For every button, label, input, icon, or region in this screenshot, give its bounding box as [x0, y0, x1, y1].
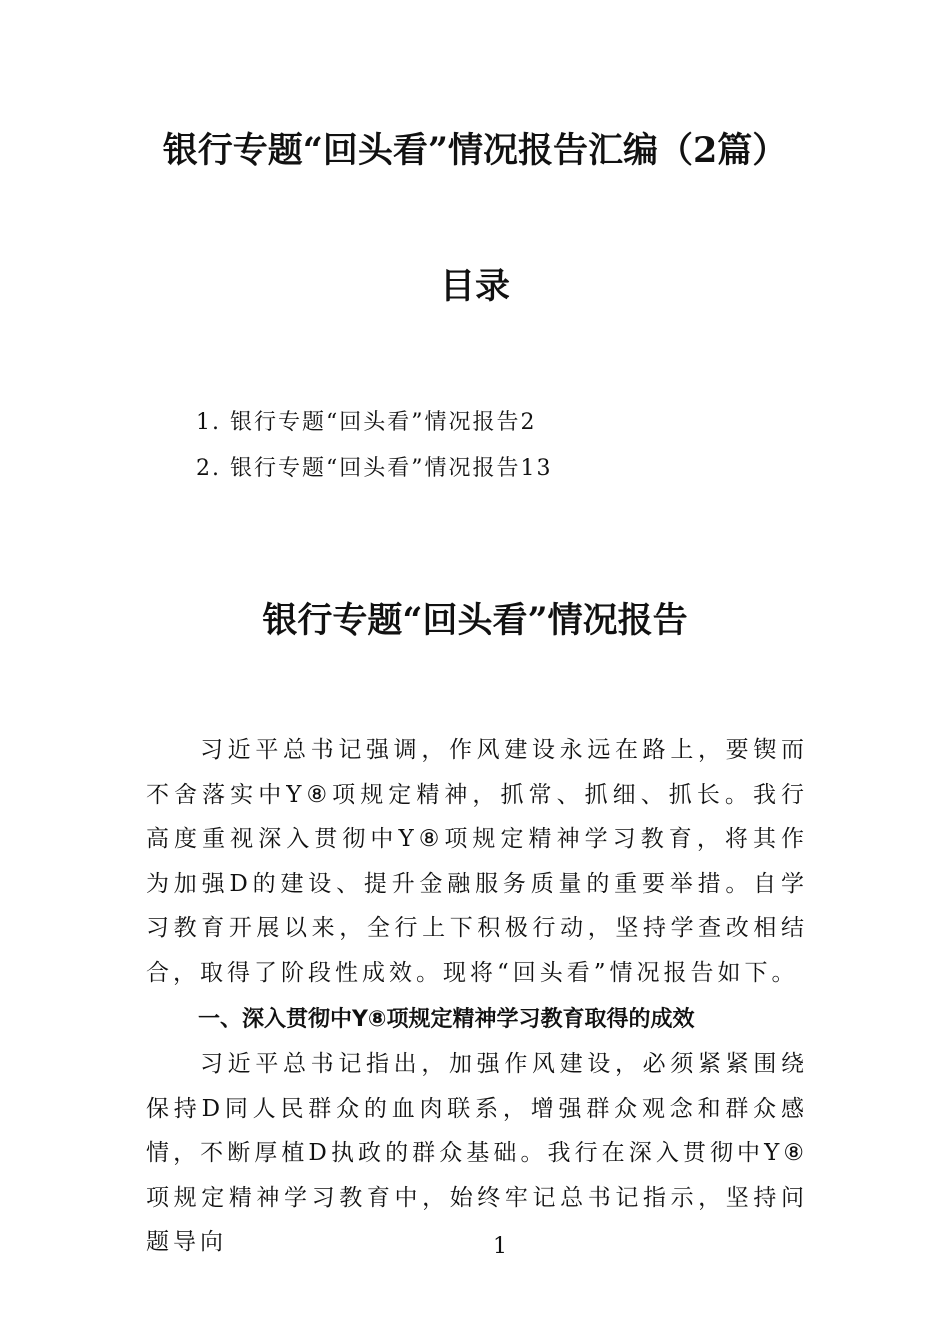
- toc-item[interactable]: 1. 银行专题“回头看”情况报告2: [196, 410, 537, 435]
- toc-heading: 目录: [439, 266, 510, 307]
- section-heading: 一、深入贯彻中Y⑧项规定精神学习教育取得的成效: [198, 1007, 695, 1032]
- document-title: 银行专题“回头看”情况报告汇编（2篇）: [162, 130, 788, 171]
- toc-list: [196, 400, 796, 492]
- report-title: 银行专题“回头看”情况报告: [262, 600, 688, 641]
- toc-item[interactable]: 2. 银行专题“回头看”情况报告13: [196, 456, 553, 481]
- body-paragraph: 习近平总书记强调，作风建设永远在路上，要锲而不舍落实中Y⑧项规定精神，抓常、抓细、抓长。我行高度重视深入贯彻中Y⑧项规定精神学习教育，将其作为加强D的建设、提升金融服务质量的重要举措。自学习教育开展以来，全行上下积极行动，坚持学查改相结合，取得了阶段性成效。现将“回头看”情况报告如下。: [146, 737, 808, 986]
- page-number: 1: [493, 1234, 507, 1259]
- body-paragraph: 习近平总书记指出，加强作风建设，必须紧紧围绕保持D同人民群众的血肉联系，增强群众观念和群众感情，不断厚植D执政的群众基础。我行在深入贯彻中Y⑧项规定精神学习教育中，始终牢记总书记指示，坚持问题导向: [146, 1051, 808, 1255]
